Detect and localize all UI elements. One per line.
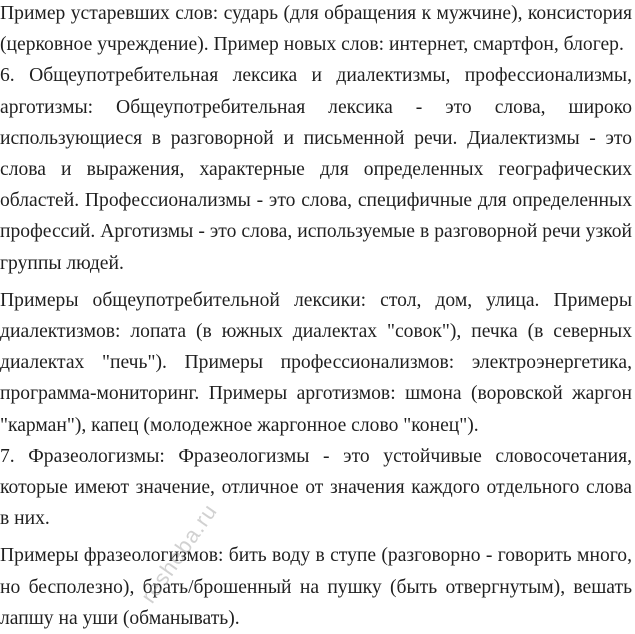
paragraph-obsolete-new-words: Пример устаревших слов: сударь (для обращения к мужчине), консистория (церковное учреждение). Пример новых слов: интернет, смартфон, блогер. xyxy=(0,3,632,56)
svg-text:resheba.ru: resheba.ru xyxy=(135,498,223,608)
paragraph-section-7-definition: 7. Фразеологизмы: Фразеологизмы - это устойчивые словосочетания, которые имеют значение, отличное от значения каждого отдельного слова в них. xyxy=(0,445,632,530)
paragraph-section-6-definitions: 6. Общеупотребительная лексика и диалектизмы, профессионализмы, арготизмы: Общеупотребительная лексика - это слова, широко использующиеся в разговорной и письменной речи. Диалектизмы - это слова и выражения, характерные для определенных географических областей. Профессионализмы - это слова, специфичные для определенных профессий. Арготизмы - это слова, используемые в разговорной речи узкой группы людей. xyxy=(0,65,632,274)
paragraph-section-7-examples: Примеры фразеологизмов: бить воду в ступе (разговорно - говорить много, но бесполезно), брать/брошенный на пушку (быть отвергнутым), вешать лапшу на уши (обманывать). xyxy=(0,545,632,629)
paragraph-section-6-examples: Примеры общеупотребительной лексики: стол, дом, улица. Примеры диалектизмов: лопата (в южных диалектах "совок"), печка (в северных диалектах "печь"). Примеры профессионализмов: электроэнергетика, программа-мониторинг. Примеры арготизмов: шмона (воровской жаргон "карман"), капец (молодежное жаргонное слово "конец"). xyxy=(0,289,632,436)
